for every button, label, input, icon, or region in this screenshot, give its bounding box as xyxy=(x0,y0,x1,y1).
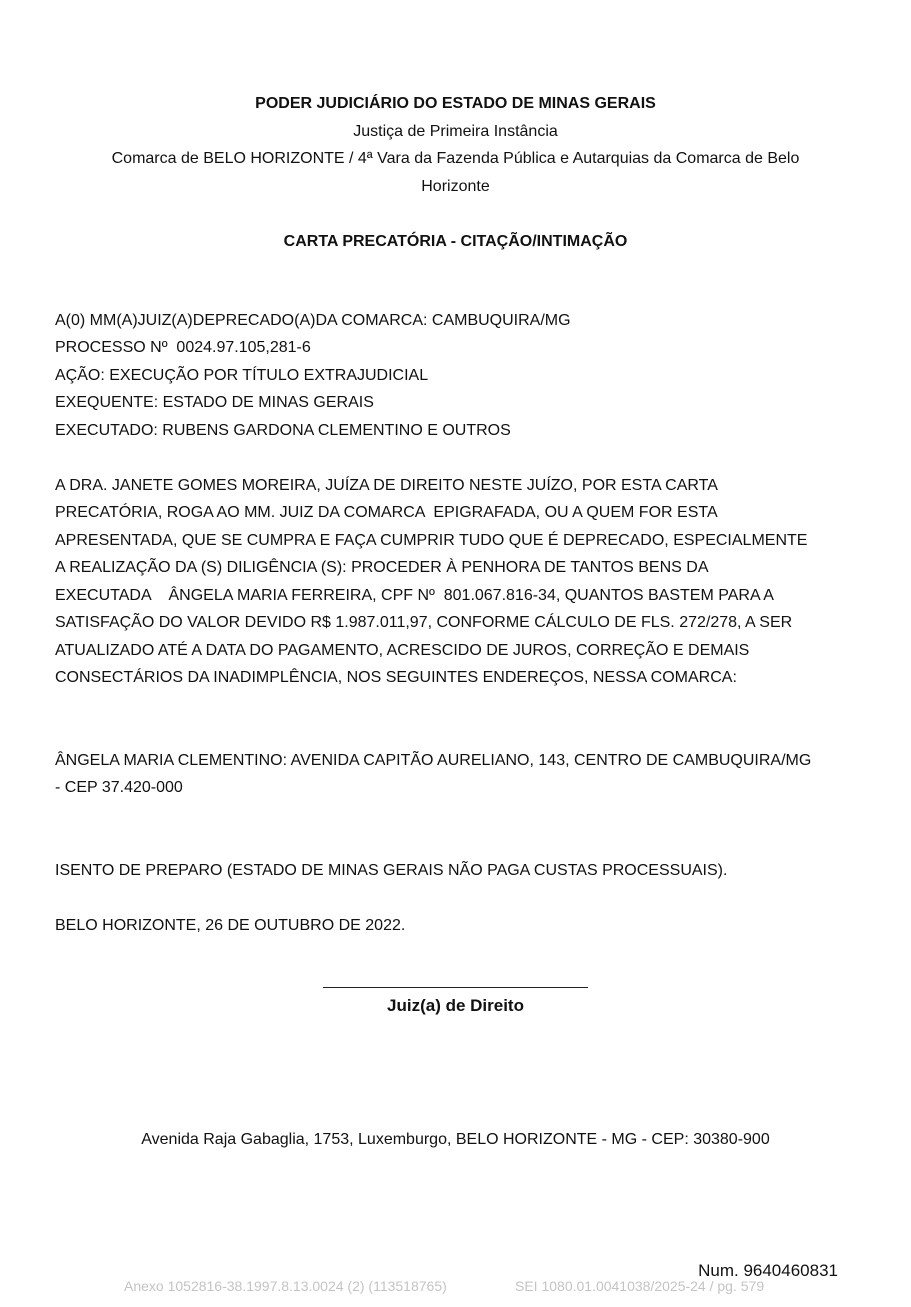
sei-watermark: SEI 1080.01.0041038/2025-24 / pg. 579 xyxy=(515,1278,765,1294)
signature-line xyxy=(323,987,588,988)
place-date: BELO HORIZONTE, 26 DE OUTUBRO DE 2022. xyxy=(55,917,406,934)
plaintiff-line: EXEQUENTE: ESTADO DE MINAS GERAIS xyxy=(55,394,374,411)
body-line: CONSECTÁRIOS DA INADIMPLÊNCIA, NOS SEGUINTES ENDEREÇOS, NESSA COMARCA: xyxy=(55,669,737,686)
exemption-note: ISENTO DE PREPARO (ESTADO DE MINAS GERAIS NÃO PAGA CUSTAS PROCESSUAIS). xyxy=(55,862,728,879)
process-number: PROCESSO Nº 0024.97.105,281-6 xyxy=(55,339,311,356)
comarca-line-1: Comarca de BELO HORIZONTE / 4ª Vara da Fazenda Pública e Autarquias da Comarca de Belo xyxy=(111,150,800,167)
addressee-line: A(0) MM(A)JUIZ(A)DEPRECADO(A)DA COMARCA: CAMBUQUIRA/MG xyxy=(55,312,571,329)
body-line: A REALIZAÇÃO DA (S) DILIGÊNCIA (S): PROCEDER À PENHORA DE TANTOS BENS DA xyxy=(55,559,709,576)
body-line: SATISFAÇÃO DO VALOR DEVIDO R$ 1.987.011,97, CONFORME CÁLCULO DE FLS. 272/278, A SER xyxy=(55,614,793,631)
court-instance: Justiça de Primeira Instância xyxy=(353,123,558,140)
comarca-line-2: Horizonte xyxy=(421,178,490,195)
court-name: PODER JUDICIÁRIO DO ESTADO DE MINAS GERAIS xyxy=(255,95,656,112)
defendant-line: EXECUTADO: RUBENS GARDONA CLEMENTINO E OUTROS xyxy=(55,422,511,439)
document-title: CARTA PRECATÓRIA - CITAÇÃO/INTIMAÇÃO xyxy=(283,233,628,250)
body-line: A DRA. JANETE GOMES MOREIRA, JUÍZA DE DIREITO NESTE JUÍZO, POR ESTA CARTA xyxy=(55,477,718,494)
body-line: PRECATÓRIA, ROGA AO MM. JUIZ DA COMARCA EPIGRAFADA, OU A QUEM FOR ESTA xyxy=(55,504,718,521)
diligence-address-line-2: - CEP 37.420-000 xyxy=(55,779,183,796)
court-address: Avenida Raja Gabaglia, 1753, Luxemburgo, BELO HORIZONTE - MG - CEP: 30380-900 xyxy=(141,1131,770,1148)
diligence-address-line-1: ÂNGELA MARIA CLEMENTINO: AVENIDA CAPITÃO AURELIANO, 143, CENTRO DE CAMBUQUIRA/MG xyxy=(55,752,812,769)
signature-role: Juiz(a) de Direito xyxy=(387,996,524,1015)
document-number: Num. 9640460831 xyxy=(698,1261,838,1280)
body-line: EXECUTADA ÂNGELA MARIA FERREIRA, CPF Nº 801.067.816-34, QUANTOS BASTEM PARA A xyxy=(55,587,774,604)
action-line: AÇÃO: EXECUÇÃO POR TÍTULO EXTRAJUDICIAL xyxy=(55,367,429,384)
body-line: ATUALIZADO ATÉ A DATA DO PAGAMENTO, ACRESCIDO DE JUROS, CORREÇÃO E DEMAIS xyxy=(55,642,750,659)
body-line: APRESENTADA, QUE SE CUMPRA E FAÇA CUMPRIR TUDO QUE É DEPRECADO, ESPECIALMENTE xyxy=(55,532,808,549)
annex-watermark: Anexo 1052816-38.1997.8.13.0024 (2) (113518765) xyxy=(124,1278,447,1294)
